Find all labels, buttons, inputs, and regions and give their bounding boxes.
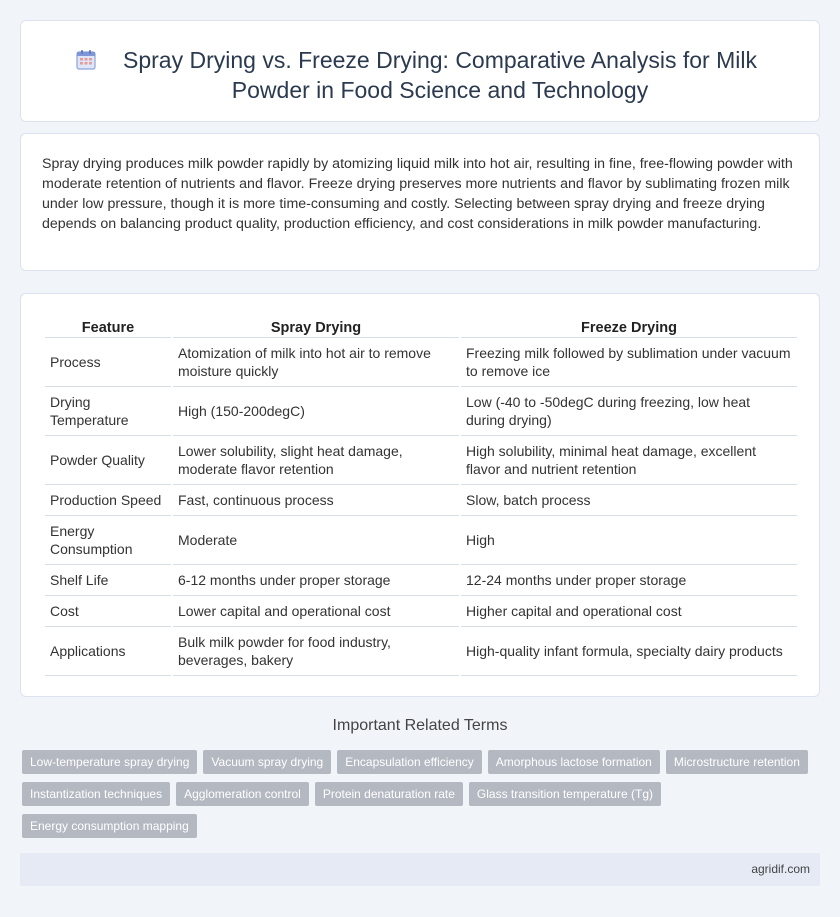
table-row xyxy=(45,387,797,436)
related-terms-list xyxy=(22,750,822,838)
intro-card xyxy=(20,133,820,271)
table-row xyxy=(45,627,797,676)
title-card xyxy=(20,20,820,122)
term-tag[interactable]: Encapsulation efficiency xyxy=(337,750,482,774)
table-row xyxy=(45,565,797,596)
row-spray-value: Moderate xyxy=(173,516,459,565)
related-terms-heading: Important Related Terms xyxy=(332,717,508,734)
row-freeze-value: High-quality infant formula, specialty dairy products xyxy=(461,627,797,676)
row-spray-value: Fast, continuous process xyxy=(173,485,459,516)
term-tag[interactable]: Protein denaturation rate xyxy=(315,782,463,806)
row-freeze-value: 12-24 months under proper storage xyxy=(461,565,797,596)
row-feature: Cost xyxy=(45,596,171,627)
row-feature: Process xyxy=(45,338,171,387)
row-spray-value: Bulk milk powder for food industry, beverages, bakery xyxy=(173,627,459,676)
table-header-row xyxy=(45,314,797,338)
table-row xyxy=(45,485,797,516)
table-row xyxy=(45,436,797,485)
comparison-table xyxy=(43,314,799,676)
row-feature: Drying Temperature xyxy=(45,387,171,436)
row-feature: Applications xyxy=(45,627,171,676)
row-freeze-value: Freezing milk followed by sublimation under vacuum to remove ice xyxy=(461,338,797,387)
comparison-card xyxy=(20,293,820,697)
row-feature: Energy Consumption xyxy=(45,516,171,565)
row-spray-value: High (150-200degC) xyxy=(173,387,459,436)
row-spray-value: Lower capital and operational cost xyxy=(173,596,459,627)
header-feature: Feature xyxy=(45,314,171,338)
footer-bar xyxy=(20,853,820,886)
row-feature: Production Speed xyxy=(45,485,171,516)
table-row xyxy=(45,338,797,387)
row-freeze-value: Slow, batch process xyxy=(461,485,797,516)
term-tag[interactable]: Vacuum spray drying xyxy=(203,750,331,774)
header-freeze-drying: Freeze Drying xyxy=(461,314,797,338)
row-freeze-value: Higher capital and operational cost xyxy=(461,596,797,627)
row-spray-value: Lower solubility, slight heat damage, moderate flavor retention xyxy=(173,436,459,485)
row-spray-value: Atomization of milk into hot air to remove moisture quickly xyxy=(173,338,459,387)
term-tag[interactable]: Low-temperature spray drying xyxy=(22,750,197,774)
footer-site-link[interactable]: agridif.com xyxy=(751,862,810,876)
term-tag[interactable]: Microstructure retention xyxy=(666,750,808,774)
term-tag[interactable]: Amorphous lactose formation xyxy=(488,750,660,774)
term-tag[interactable]: Agglomeration control xyxy=(176,782,309,806)
header-spray-drying: Spray Drying xyxy=(173,314,459,338)
table-row xyxy=(45,516,797,565)
row-spray-value: 6-12 months under proper storage xyxy=(173,565,459,596)
table-row xyxy=(45,596,797,627)
term-tag[interactable]: Instantization techniques xyxy=(22,782,170,806)
row-feature: Shelf Life xyxy=(45,565,171,596)
row-freeze-value: Low (-40 to -50degC during freezing, low heat during drying) xyxy=(461,387,797,436)
row-freeze-value: High solubility, minimal heat damage, excellent flavor and nutrient retention xyxy=(461,436,797,485)
term-tag[interactable]: Glass transition temperature (Tg) xyxy=(469,782,661,806)
row-feature: Powder Quality xyxy=(45,436,171,485)
term-tag[interactable]: Energy consumption mapping xyxy=(22,814,197,838)
page-title: Spray Drying vs. Freeze Drying: Comparative Analysis for Milk Powder in Food Science and Technology xyxy=(123,47,757,103)
intro-paragraph: Spray drying produces milk powder rapidly by atomizing liquid milk into hot air, resulting in fine, free-flowing powder with moderate retention of nutrients and flavor. Freeze drying preserves more nutrients and flavor by sublimating frozen milk under low pressure, though it is more time-consuming and costly. Selecting between spray drying and freeze drying depends on balancing product quality, production efficiency, and cost considerations in milk powder manufacturing. xyxy=(42,156,793,232)
row-freeze-value: High xyxy=(461,516,797,565)
